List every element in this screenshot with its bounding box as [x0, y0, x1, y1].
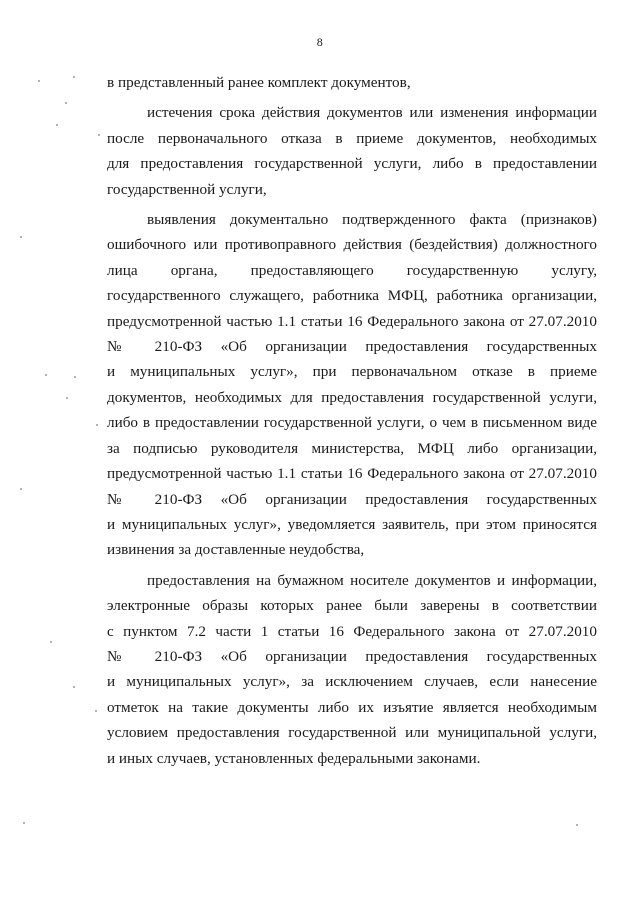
scan-speck	[73, 76, 75, 78]
paragraph	[107, 70, 597, 95]
text-line: предусмотренной частью 1.1 статьи 16 Федерального закона от 27.07.2010	[107, 312, 597, 330]
text-line: ошибочного или противоправного действия (бездействия) должностного	[107, 236, 597, 254]
text-line: за подписью руководителя министерства, МФЦ либо организации,	[107, 439, 597, 457]
text-line: электронные образы которых ранее были заверены в соответствии	[107, 597, 597, 615]
scan-speck	[20, 488, 22, 490]
scan-speck	[96, 424, 98, 426]
text-line: истечения срока действия документов или изменения информации	[147, 104, 597, 122]
scan-speck	[66, 397, 68, 399]
page-number: 8	[316, 35, 324, 49]
scan-speck	[23, 822, 25, 824]
text-line: после первоначального отказа в приеме документов, необходимых	[107, 129, 597, 147]
text-line: либо в предоставлении государственной услуги, о чем в письменном виде	[107, 414, 597, 432]
text-line: лица органа, предоставляющего государственную услугу,	[107, 261, 597, 279]
text-line: предоставления на бумажном носителе документов и информации,	[147, 571, 597, 589]
text-line: для предоставления государственной услуги, либо в предоставлении	[107, 155, 597, 173]
text-line: предусмотренной частью 1.1 статьи 16 Федерального закона от 27.07.2010	[107, 465, 597, 483]
text-line: и муниципальных услуг», при первоначальном отказе в приеме	[107, 363, 597, 381]
scan-speck	[20, 236, 22, 238]
scan-speck	[73, 686, 75, 688]
text-line: государственного служащего, работника МФЦ, работника организации,	[107, 287, 597, 305]
scan-speck	[38, 80, 40, 82]
paragraph	[107, 568, 597, 771]
scan-speck	[56, 124, 58, 126]
text-line: № 210-ФЗ «Об организации предоставления государственных	[107, 338, 597, 356]
text-line: отметок на такие документы либо их изъятие является необходимым	[107, 698, 597, 716]
text-line: № 210-ФЗ «Об организации предоставления государственных	[107, 647, 597, 665]
scan-speck	[98, 134, 100, 136]
scan-speck	[45, 374, 47, 376]
text-line: условием предоставления государственной или муниципальной услуги,	[107, 724, 597, 742]
scan-speck	[50, 641, 52, 643]
paragraph	[107, 100, 597, 202]
text-line: государственной услуги,	[107, 180, 267, 198]
document-body	[107, 70, 597, 771]
text-line: выявления документально подтвержденного факта (признаков)	[147, 211, 597, 229]
text-line: в представленный ранее комплект документов,	[107, 74, 411, 91]
text-line: и муниципальных услуг», за исключением случаев, если нанесение	[107, 673, 597, 691]
paragraph	[107, 207, 597, 563]
text-line: и муниципальных услуг», уведомляется заявитель, при этом приносятся	[107, 515, 597, 533]
text-line: извинения за доставленные неудобства,	[107, 541, 365, 559]
scan-speck	[65, 102, 67, 104]
text-line: с пунктом 7.2 части 1 статьи 16 Федерального закона от 27.07.2010	[107, 622, 597, 640]
text-line: № 210-ФЗ «Об организации предоставления государственных	[107, 490, 597, 508]
scan-speck	[95, 710, 97, 712]
text-line: и иных случаев, установленных федеральными законами.	[107, 749, 481, 767]
text-line: документов, необходимых для предоставления государственной услуги,	[107, 388, 597, 406]
scan-speck	[74, 376, 76, 378]
scan-speck	[576, 824, 578, 826]
